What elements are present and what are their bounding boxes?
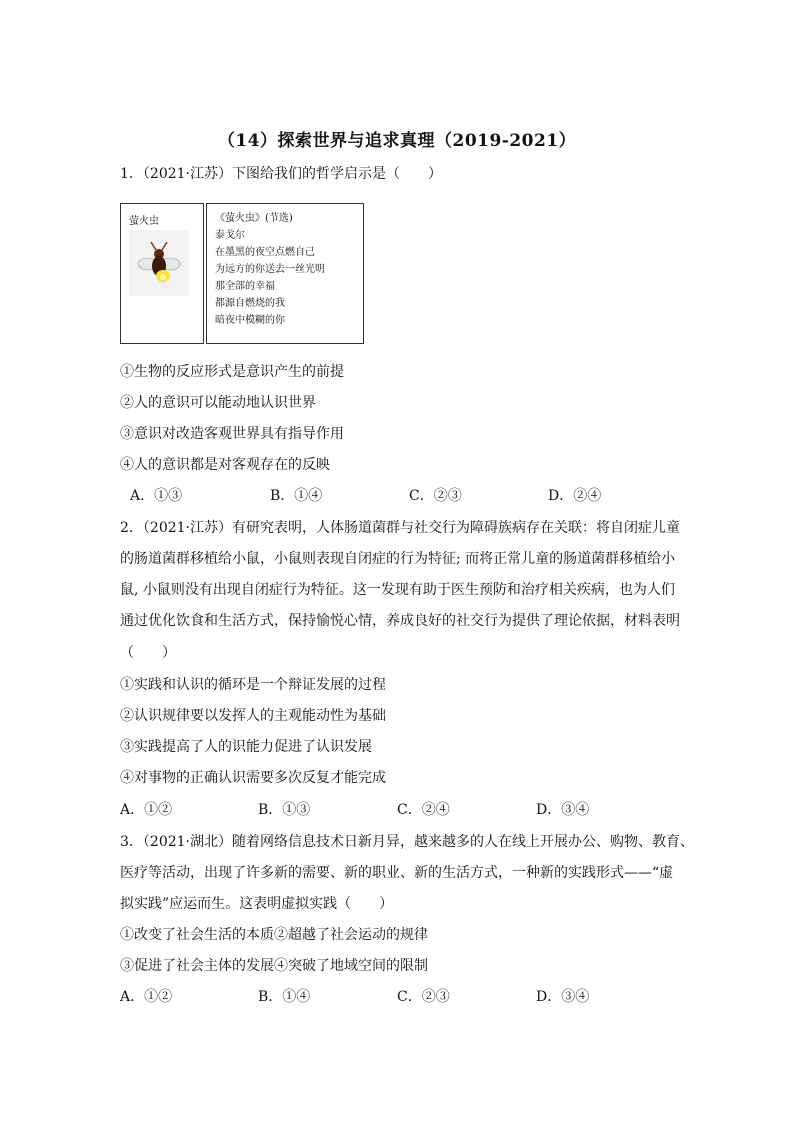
q1-item: ③意识对改造客观世界具有指导作用: [120, 426, 344, 442]
q1-item: ①生物的反应形式是意识产生的前提: [120, 364, 344, 380]
firefly-label: 萤火虫: [129, 216, 159, 227]
q3-option-b: B．①④: [258, 989, 311, 1005]
q1-option-c: C．②③: [409, 488, 462, 504]
q2-stem-line: 的肠道菌群移植给小鼠，小鼠则表现自闭症的行为特征; 而将正常儿童的肠道菌群移植给小: [120, 551, 676, 567]
poem-line: 在墨黑的夜空点燃自己: [215, 247, 315, 258]
q2-option-d: D．③④: [536, 802, 590, 818]
q3-item: ③促进了社会主体的发展④突破了地域空间的限制: [120, 958, 428, 974]
q2-item: ②认识规律要以发挥人的主观能动性为基础: [120, 708, 386, 724]
q3-stem-line: 拟实践”应运而生。这表明虚拟实践（ ）: [120, 896, 394, 912]
q2-item: ③实践提高了人的识能力促进了认识发展: [120, 739, 372, 755]
q2-stem-line: 通过优化饮食和生活方式，保持愉悦心情，养成良好的社交行为提供了理论依据，材料表明: [120, 613, 680, 629]
q1-item: ④人的意识都是对客观存在的反映: [120, 457, 330, 473]
q2-item: ④对事物的正确认识需要多次反复才能完成: [120, 770, 386, 786]
q2-item: ①实践和认识的循环是一个辩证发展的过程: [120, 677, 386, 693]
q2-option-b: B．①③: [258, 802, 311, 818]
q3-stem-line: 3．（2021·湖北）随着网络信息技术日新月异，越来越多的人在线上开展办公、购物、教育、: [120, 834, 694, 850]
poem-line: 暗夜中模糊的你: [215, 315, 285, 326]
poem-box: [206, 203, 364, 344]
poem-line: 都源自燃烧的我: [215, 298, 285, 309]
q2-stem-line: 鼠, 小鼠则没有出现自闭症行为特征。这一发现有助于医生预防和治疗相关疾病，也为人们: [120, 582, 675, 598]
q3-option-a: A．①②: [120, 989, 173, 1005]
q1-option-d: D．②④: [548, 488, 602, 504]
q1-stem: 1．（2021·江苏）下图给我们的哲学启示是（ ）: [120, 166, 442, 182]
page-title: （14）探索世界与追求真理（2019-2021）: [217, 131, 577, 151]
q2-stem-line: 2．（2021·江苏）有研究表明，人体肠道菌群与社交行为障碍族病存在关联：将自闭症儿童: [120, 520, 680, 536]
q1-option-a: A．①③: [130, 488, 183, 504]
q3-option-d: D．③④: [536, 989, 590, 1005]
q1-option-b: B．①④: [270, 488, 323, 504]
q3-stem-line: 医疗等活动，出现了许多新的需要、新的职业、新的生活方式，一种新的实践形式——“虚: [120, 865, 674, 881]
q2-stem-line: （ ）: [120, 645, 176, 661]
poem-line: 泰戈尔: [215, 230, 245, 241]
poem-line: 为远方的你送去一丝光明: [215, 264, 325, 275]
firefly-icon: [129, 230, 189, 296]
q1-item: ②人的意识可以能动地认识世界: [120, 395, 316, 411]
q3-option-c: C．②③: [397, 989, 450, 1005]
poem-line: 《萤火虫》(节选): [215, 213, 293, 224]
poem-text: [215, 210, 325, 329]
firefly-picture-box: [120, 203, 204, 344]
q2-option-a: A．①②: [120, 802, 173, 818]
q3-item: ①改变了社会生活的本质②超越了社会运动的规律: [120, 927, 428, 943]
poem-line: 那全部的幸福: [215, 281, 275, 292]
q2-option-c: C．②④: [397, 802, 450, 818]
q1-figure: [120, 203, 366, 344]
